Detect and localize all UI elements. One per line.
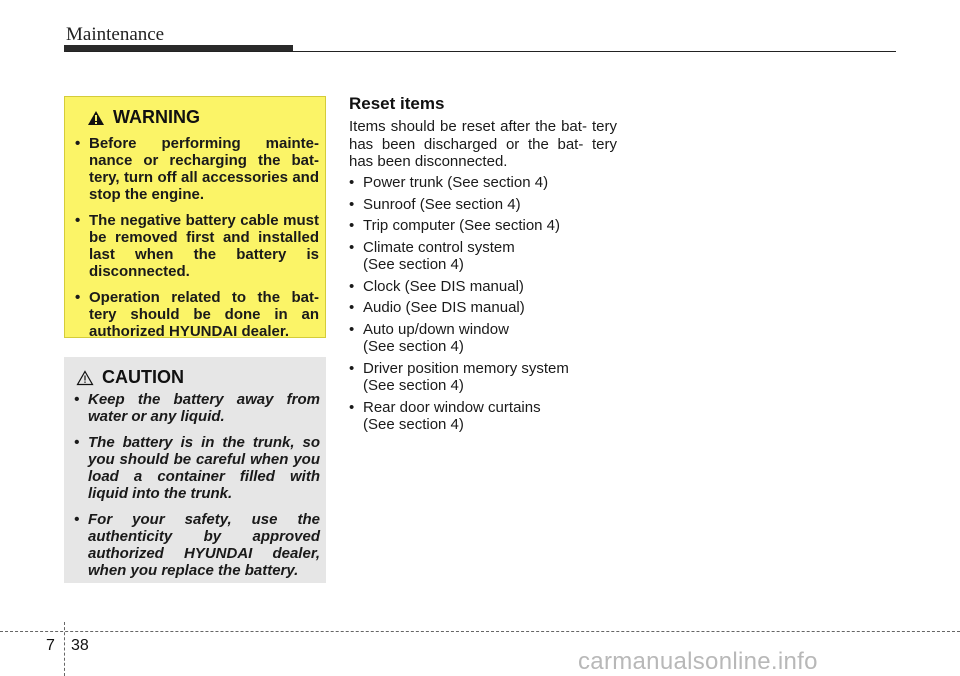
reset-item-text: • Sunroof (See section 4) xyxy=(363,195,521,213)
warning-item: • Operation related to the bat- tery should be done in an authorized HYUNDAI dealer. xyxy=(75,289,319,340)
header-rule xyxy=(66,51,896,52)
footer-rule xyxy=(0,631,960,632)
reset-list-item xyxy=(349,174,629,192)
reset-item-text: • Audio (See DIS manual) xyxy=(363,299,525,316)
reset-item-text: • Clock (See DIS manual) xyxy=(363,277,524,295)
page-header-title: Maintenance xyxy=(66,24,165,45)
reset-item-subtext: (See section 4) xyxy=(363,256,464,273)
reset-item-subtext: (See section 4) xyxy=(363,377,464,394)
reset-list-item xyxy=(349,399,629,434)
reset-list-item xyxy=(349,217,629,235)
warning-item: • Before performing mainte- nance or recharging the bat- tery, turn off all accessories and stop the engine. xyxy=(75,135,319,203)
reset-list-item xyxy=(349,360,629,395)
reset-list-item xyxy=(349,278,629,296)
caution-heading xyxy=(76,367,184,388)
reset-item-text: • Rear door window curtains xyxy=(363,398,541,416)
footer-divider xyxy=(64,622,65,676)
warning-heading xyxy=(87,107,200,128)
watermark: carmanualsonline.info xyxy=(578,648,818,675)
chapter-number: 7 xyxy=(46,637,55,654)
reset-list-item xyxy=(349,239,629,274)
reset-item-text: • Climate control system xyxy=(363,238,515,256)
reset-item-text: • Power trunk (See section 4) xyxy=(363,174,549,191)
reset-items-heading: Reset items xyxy=(349,94,445,113)
caution-triangle-outline-icon xyxy=(76,370,94,386)
caution-title: CAUTION xyxy=(102,367,184,387)
warning-box xyxy=(64,96,326,338)
reset-item-text: • Driver position memory system xyxy=(363,359,569,377)
warning-title: WARNING xyxy=(113,107,200,127)
reset-list-item xyxy=(349,321,629,356)
warning-triangle-filled-icon xyxy=(87,110,105,126)
caution-list xyxy=(74,391,320,588)
reset-item-text: • Auto up/down window xyxy=(363,320,509,338)
reset-item-text: • Trip computer (See section 4) xyxy=(363,217,561,234)
reset-items-list xyxy=(349,174,629,438)
reset-list-item xyxy=(349,299,629,317)
caution-item: • Keep the battery away from water or any liquid. xyxy=(74,391,320,425)
reset-intro-text: Items should be reset after the bat- tery has been discharged or the bat- tery has been disconnected. xyxy=(349,118,617,170)
page-number: 38 xyxy=(71,637,89,654)
reset-list-item xyxy=(349,196,629,214)
warning-item: • The negative battery cable must be removed first and installed last when the battery is disconnected. xyxy=(75,212,319,280)
reset-item-subtext: (See section 4) xyxy=(363,416,464,433)
caution-item: • The battery is in the trunk, so you should be careful when you load a container filled with liquid into the trunk. xyxy=(74,434,320,502)
reset-item-subtext: (See section 4) xyxy=(363,338,464,355)
warning-list xyxy=(75,135,319,349)
caution-box xyxy=(64,357,326,583)
caution-item: • For your safety, use the authenticity by approved authorized HYUNDAI dealer, when you replace the battery. xyxy=(74,511,320,579)
